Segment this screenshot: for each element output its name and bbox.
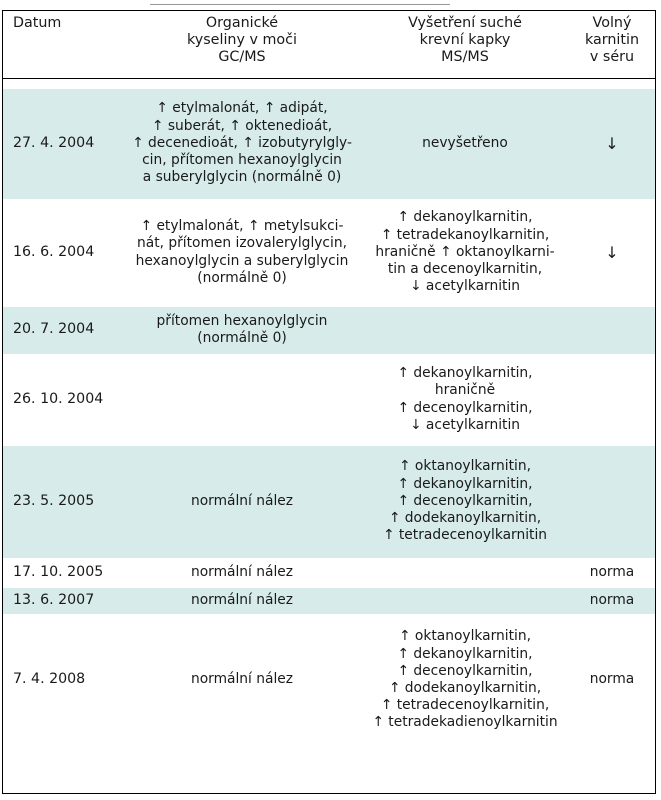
cell-line: ↑ dekanoylkarnitin, [397,209,533,226]
cell-line: ↑ tetradecenoylkarnitin, [380,697,550,714]
table-row [3,615,655,745]
cell-line: ↑ dodekanoylkarnitin, [388,680,542,696]
header-organic-line: kyseliny v moči [187,32,297,48]
row-organic-acids [123,559,361,587]
results-table-frame [2,10,656,794]
cell-line: a suberylglycin (normálně 0) [142,169,342,186]
row-date: 26. 10. 2004 [3,355,123,445]
row-organic-acids [123,355,361,445]
row-blood-spot [361,615,569,745]
header-blood-line: krevní kapky [419,32,511,48]
table-header-row [3,11,655,78]
row-date: 20. 7. 2004 [3,306,123,355]
cell-line: normální nález [190,492,294,509]
cell-line: ↑ suberát, ↑ oktenedioát, [151,117,333,134]
cell-line: ↑ etylmalonát, ↑ metylsukci- [140,218,344,235]
cell-line: tin a decenoylkarnitin, [387,261,543,278]
row-date: 27. 4. 2004 [3,89,123,200]
cell-line: (normálně 0) [197,269,287,286]
row-organic-acids [123,200,361,306]
cell-line: ↑ tetradecenoylkarnitin [382,527,548,544]
header-blood-line: MS/MS [441,49,489,65]
row-blood-spot [361,587,569,615]
table-row [3,200,655,306]
cell-line: ↑ decenoylkarnitin, [397,492,533,509]
results-table [3,11,655,745]
cell-line: (normálně 0) [197,330,287,346]
cell-line: ↓ acetylkarnitin [409,278,521,295]
row-organic-acids [123,587,361,615]
table-row [3,306,655,355]
cell-line: ↑ decenoylkarnitin, [397,662,533,679]
cell-line: cin, přítomen hexanoylglycin [142,152,342,169]
table-row [3,445,655,559]
row-carnitine: norma [569,615,655,745]
header-carnitine-line: v séru [589,49,635,65]
cell-line: hraničně [434,382,496,399]
row-blood-spot [361,200,569,306]
cell-line: nát, přítomen izovalerylglycin, [137,235,347,252]
cell-line: normální nález [190,591,294,608]
cell-line: ↑ dekanoylkarnitin, [397,365,533,382]
header-carnitine-line: karnitin [584,32,640,48]
cell-line: ↑ dodekanoylkarnitin, [388,510,542,527]
row-carnitine: norma [569,587,655,615]
row-date: 23. 5. 2005 [3,445,123,559]
table-row [3,355,655,445]
row-organic-acids [123,445,361,559]
row-date: 13. 6. 2007 [3,587,123,615]
cell-line: nevyšetřeno [422,134,508,151]
cell-line: normální nález [190,671,294,688]
table-row [3,587,655,615]
header-organic-acids [123,11,361,78]
row-carnitine: norma [569,559,655,587]
row-carnitine: ↓ [569,89,655,200]
cell-line: ↓ acetylkarnitin [409,416,521,433]
cell-line: ↑ etylmalonát, ↑ adipát, [156,100,328,117]
header-free-carnitine [569,11,655,78]
header-date: Datum [13,15,62,31]
header-organic-line: Organické [205,15,279,31]
row-blood-spot [361,559,569,587]
row-blood-spot [361,306,569,355]
row-organic-acids [123,89,361,200]
cell-line: ↑ dekanoylkarnitin, [397,645,533,662]
header-blood-line: Vyšetření suché [408,15,522,31]
row-blood-spot [361,445,569,559]
header-gap [3,79,655,89]
cell-line: ↑ oktanoylkarnitin, [398,458,531,475]
header-organic-line: GC/MS [218,49,266,65]
table-row [3,89,655,200]
header-carnitine-line: Volný [592,15,632,31]
cell-line: ↑ dekanoylkarnitin, [397,475,533,492]
row-organic-acids [123,306,361,355]
row-carnitine [569,355,655,445]
table-row [3,559,655,587]
row-blood-spot [361,89,569,200]
cropped-caption-strip [0,0,661,10]
row-carnitine [569,306,655,355]
cell-line: normální nález [190,563,294,580]
cell-line: ↑ tetradekanoylkarnitin, [380,226,550,243]
row-organic-acids [123,615,361,745]
row-date: 17. 10. 2005 [3,559,123,587]
row-date: 16. 6. 2004 [3,200,123,306]
cell-line: ↑ decenoylkarnitin, [397,399,533,416]
cell-line: ↑ decenedioát, ↑ izobutyrylgly- [132,134,352,151]
cell-line: ↑ oktanoylkarnitin, [398,628,531,645]
cell-line: hraničně ↑ oktanoylkarni- [375,243,555,260]
row-carnitine [569,445,655,559]
row-blood-spot [361,355,569,445]
row-carnitine: ↓ [569,200,655,306]
cell-line: přítomen hexanoylglycin [156,312,328,329]
cell-line: hexanoylglycin a suberylglycin [135,252,349,269]
cell-line: ↑ tetradekadienoylkarnitin [372,714,558,731]
row-date: 7. 4. 2008 [3,615,123,745]
header-dried-blood-spot [361,11,569,78]
